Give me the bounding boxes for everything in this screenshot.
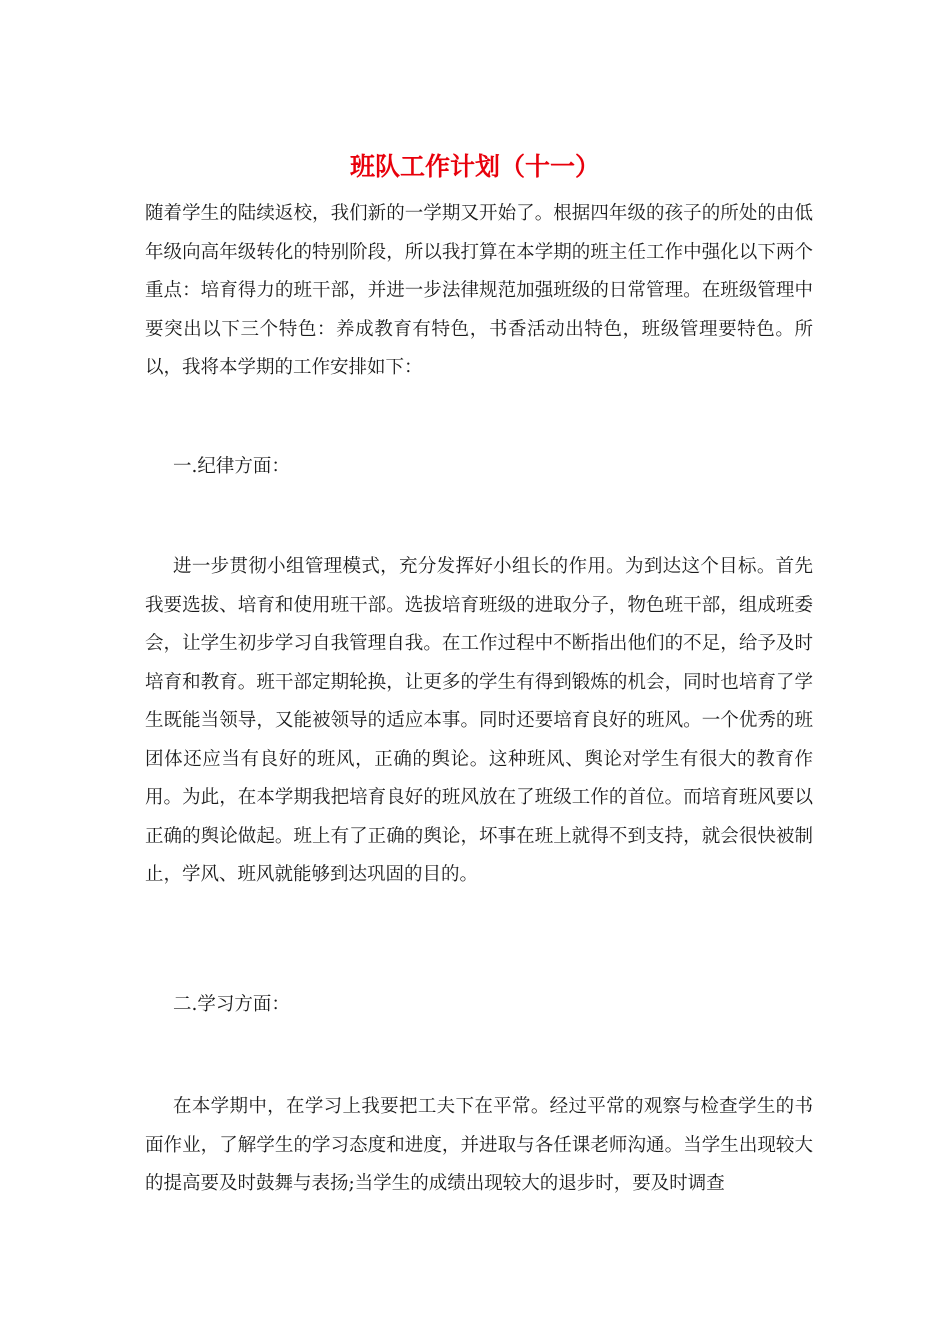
document-title: 班队工作计划（十一） [349,152,600,181]
intro-paragraph: 随着学生的陆续返校，我们新的一学期又开始了。根据四年级的孩子的所处的由低年级向高年级转化的特别阶段，所以我打算在本学期的班主任工作中强化以下两个重点：培育得力的班干部，并进一步法律规范加强班级的日常管理。在班级管理中要突出以下三个特色：养成教育有特色，书香活动出特色，班级管理要特色。所以，我将本学期的工作安排如下： [145,203,813,378]
section-body-discipline: 进一步贯彻小组管理模式，充分发挥好小组长的作用。为到达这个目标。首先我要选拔、培育和使用班干部。选拔培育班级的进取分子，物色班干部，组成班委会，让学生初步学习自我管理自我。在工作过程中不断指出他们的不足，给予及时培育和教育。班干部定期轮换，让更多的学生有得到锻炼的机会，同时也培育了学生既能当领导，又能被领导的适应本事。同时还要培育良好的班风。一个优秀的班团体还应当有良好的班风，正确的舆论。这种班风、舆论对学生有很大的教育作用。为此，在本学期我把培育良好的班风放在了班级工作的首位。而培育班风要以正确的舆论做起。班上有了正确的舆论，坏事在班上就得不到支持，就会很快被制止，学风、班风就能够到达巩固的目的。 [145,556,813,885]
section-body-study: 在本学期中，在学习上我要把工夫下在平常。经过平常的观察与检查学生的书面作业，了解学生的学习态度和进度，并进取与各任课老师沟通。当学生出现较大的提高要及时鼓舞与表扬;当学生的成绩出现较大的退步时，要及时调查 [145,1096,813,1194]
section-heading-study: 二.学习方面： [173,994,290,1015]
section-heading-discipline: 一.纪律方面： [173,456,290,477]
